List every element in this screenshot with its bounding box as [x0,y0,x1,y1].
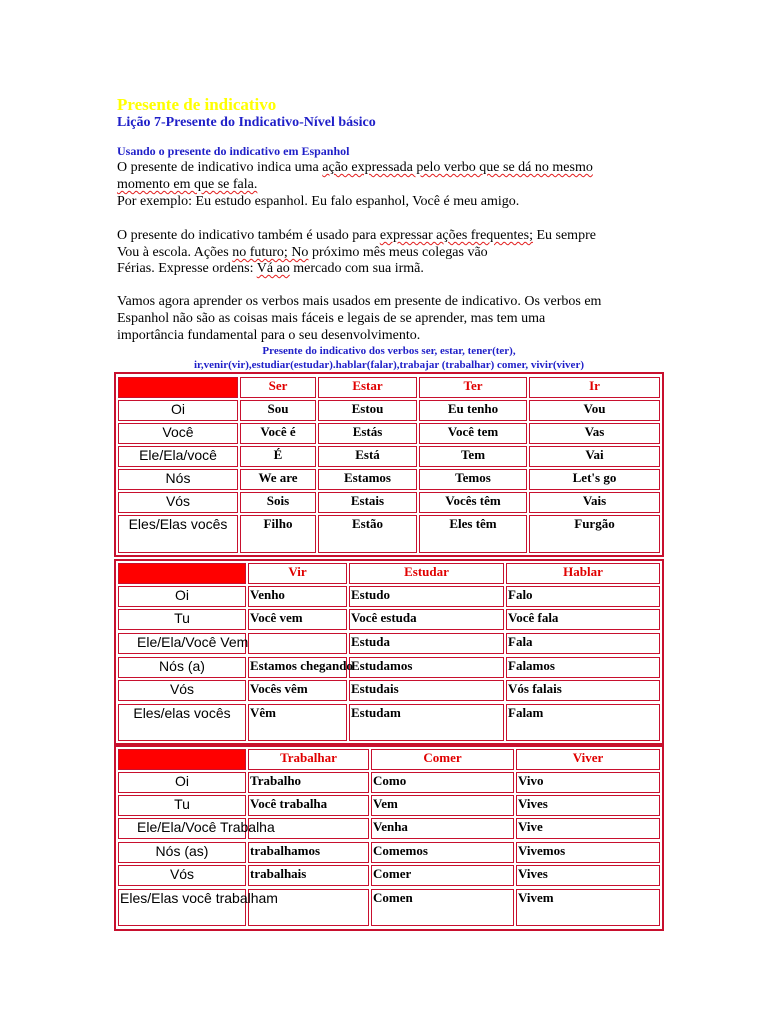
table-cell: We are [240,469,316,490]
pronoun-cell: Oi [118,772,246,793]
table-cell: Você tem [419,423,527,444]
table-cell: Vós falais [506,680,660,701]
text-run: O presente do indicativo também é usado para [117,228,380,243]
table-cell: Estão [318,515,417,553]
text-run: Eu sempre [532,228,596,243]
lesson-heading: Lição 7-Presente do Indicativo-Nível básico [117,115,376,130]
table-cell: Estais [318,492,417,513]
table-cell: Sou [240,400,316,421]
pronoun-cell: Ele/Ela/Você Trabalha [118,818,246,839]
pronoun-cell: Você [118,423,238,444]
table-cell: Você é [240,423,316,444]
table-cell: Vas [529,423,660,444]
table-cell: Vive [516,818,660,839]
header-corner-fill [118,749,246,770]
paragraph1-line3: Por exemplo: Eu estudo espanhol. Eu falo espanhol, Você é meu amigo. [117,194,520,209]
table-header: Comer [371,749,514,770]
conjugation-table-1 [114,372,664,557]
pronoun-cell: Oi [118,586,246,607]
table-cell: Estuda [349,633,504,654]
table-cell: Vêm [248,704,347,741]
table-cell: Venho [248,586,347,607]
table-header: Vir [248,563,347,584]
table-cell: Comer [371,865,514,886]
table-cell: Vai [529,446,660,467]
conjugation-table-2 [114,559,664,745]
pronoun-cell: Tu [118,609,246,630]
table-cell: Vivemos [516,842,660,863]
paragraph3-line3: importância fundamental para o seu desenvolvimento. [117,328,421,343]
pronoun-cell: Vós [118,680,246,701]
table-cell: Falamos [506,657,660,678]
subheading: Usando o presente do indicativo em Espanhol [117,144,350,158]
table-cell: Venha [371,818,514,839]
pronoun-cell: Eles/Elas você trabalham [118,889,246,926]
pronoun-cell: Vós [118,492,238,513]
spellcheck-underlined-text: Vá ao [256,261,290,276]
table-header: Estar [318,377,417,398]
table-cell: Estamos chegando [248,657,347,678]
spellcheck-underlined-text: expressar ações frequentes; [379,228,533,243]
table-cell: Vem [371,795,514,816]
table-cell: Você trabalha [248,795,369,816]
table-cell: Vives [516,795,660,816]
table-cell: Vocês vêm [248,680,347,701]
pronoun-cell: Oi [118,400,238,421]
table-header: Hablar [506,563,660,584]
table-header: Ser [240,377,316,398]
table-header: Ir [529,377,660,398]
pronoun-cell: Nós [118,469,238,490]
table-cell: Vivem [516,889,660,926]
table-cell: trabalhamos [248,842,369,863]
pronoun-cell: Nós (a) [118,657,246,678]
paragraph1-line2 [117,176,257,193]
table-cell: Vou [529,400,660,421]
table-cell: Tem [419,446,527,467]
table-cell: Let's go [529,469,660,490]
table-cell: Está [318,446,417,467]
table-cell: Vocês têm [419,492,527,513]
paragraph2-line2 [117,244,488,261]
table-cell: Como [371,772,514,793]
table-cell: Estudamos [349,657,504,678]
text-run: Férias. Expresse ordens: [117,261,257,276]
table-cell: Sois [240,492,316,513]
table-header: Trabalhar [248,749,369,770]
pronoun-cell: Ele/Ela/Você Vem [118,633,246,654]
table-cell: trabalhais [248,865,369,886]
pronoun-cell: Ele/Ela/você [118,446,238,467]
table-cell [248,633,347,654]
page-title: Presente de indicativo [117,95,277,114]
table-cell: Vais [529,492,660,513]
table-cell: Falam [506,704,660,741]
conjugation-table-3 [114,745,664,931]
table-cell: Estamos [318,469,417,490]
spellcheck-underlined-text: no futuro; No [232,245,309,260]
table-cell: Estudo [349,586,504,607]
header-corner-fill [118,377,238,398]
spellcheck-underlined-text: momento em que se fala. [117,177,258,192]
table-header: Viver [516,749,660,770]
text-run: mercado com sua irmã. [289,261,424,276]
table-cell: Filho [240,515,316,553]
paragraph2-line1 [117,227,596,244]
paragraph3-line2: Espanhol não são as coisas mais fáceis e legais de se aprender, mas tem uma [117,311,546,326]
table-cell: Estás [318,423,417,444]
table-cell: Fala [506,633,660,654]
table-cell: Você vem [248,609,347,630]
pronoun-cell: Tu [118,795,246,816]
table-cell: Você estuda [349,609,504,630]
pronoun-cell: Nós (as) [118,842,246,863]
paragraph3-line1: Vamos agora aprender os verbos mais usados em presente de indicativo. Os verbos em [117,294,602,309]
table-header: Estudar [349,563,504,584]
header-corner-fill [118,563,246,584]
table-caption-line1: Presente do indicativo dos verbos ser, estar, tener(ter), [262,345,516,357]
table-cell: Eu tenho [419,400,527,421]
table-header: Ter [419,377,527,398]
table-cell: É [240,446,316,467]
spellcheck-underlined-text: ação expressada pelo verbo que se dá no mesmo [322,160,593,175]
table-cell: Trabalho [248,772,369,793]
table-cell: Estudam [349,704,504,741]
text-run: próximo mês meus colegas vão [308,245,488,260]
pronoun-cell: Eles/Elas vocês [118,515,238,553]
table-cell: Furgão [529,515,660,553]
table-cell: Eles têm [419,515,527,553]
table-cell: Estudais [349,680,504,701]
table-cell: Comemos [371,842,514,863]
table-cell: Temos [419,469,527,490]
table-cell: Vives [516,865,660,886]
table-cell: Comen [371,889,514,926]
table-caption-line2: ir,venir(vir),estudiar(estudar).hablar(falar),trabajar (trabalhar) comer, vivir(viver) [193,359,584,371]
table-cell: Falo [506,586,660,607]
pronoun-cell: Eles/elas vocês [118,704,246,741]
table-cell: Você fala [506,609,660,630]
text-run: O presente de indicativo indica uma [117,160,323,175]
paragraph2-line3 [117,260,424,277]
pronoun-cell: Vós [118,865,246,886]
table-cell: Vivo [516,772,660,793]
table-cell: Estou [318,400,417,421]
paragraph1-line1 [117,159,593,176]
text-run: Vou à escola. Ações [117,245,233,260]
